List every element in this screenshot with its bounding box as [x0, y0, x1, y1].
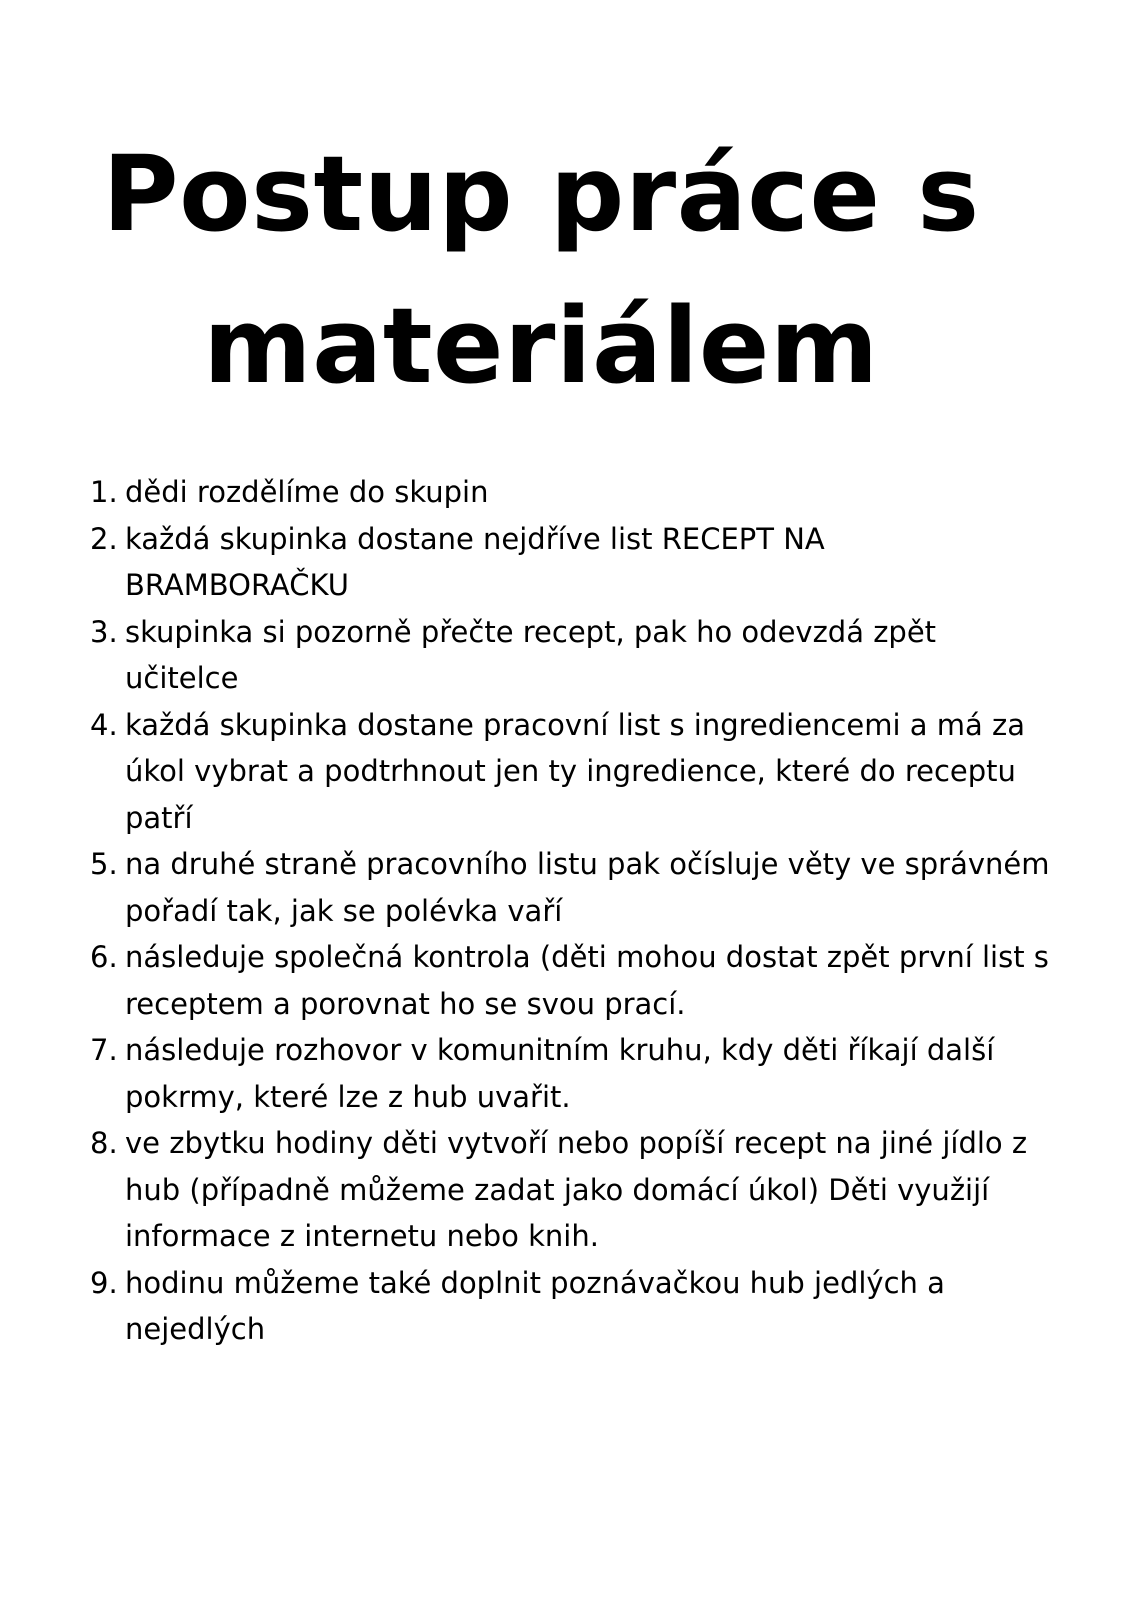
list-item	[90, 1260, 1050, 1353]
step-text: ve zbytku hodiny děti vytvoří nebo popíší recept na jiné jídlo z hub (případně můžeme zadat jako domácí úkol) Děti využijí informace z internetu nebo knih.	[125, 1126, 1028, 1253]
step-number: 2.	[90, 521, 118, 556]
step-number: 7.	[90, 1033, 118, 1067]
step-text: následuje společná kontrola (děti mohou dostat zpět první list s receptem a porovnat ho se svou prací.	[125, 940, 1049, 1021]
page-title	[0, 118, 1082, 422]
steps-list	[90, 469, 1050, 1353]
list-item	[90, 934, 1050, 1027]
step-number: 1.	[90, 475, 118, 509]
page-title-line-1: Postup práce s	[102, 133, 980, 255]
step-number: 5.	[90, 847, 118, 881]
step-text: hodinu můžeme také doplnit poznávačkou hub jedlých a nejedlých	[125, 1265, 945, 1346]
list-item	[90, 516, 1050, 609]
list-item	[90, 841, 1050, 934]
step-number: 3.	[90, 614, 118, 649]
list-item	[90, 702, 1050, 842]
step-text: každá skupinka dostane nejdříve list RECEPT NA BRAMBORAČKU	[125, 521, 825, 602]
step-text: každá skupinka dostane pracovní list s ingrediencemi a má za úkol vybrat a podtrhnout jen ty ingredience, které do receptu patří	[125, 707, 1025, 835]
list-item	[90, 1027, 1050, 1120]
step-number: 9.	[90, 1265, 118, 1300]
step-text: dědi rozdělíme do skupin	[125, 475, 489, 509]
list-item	[90, 469, 1050, 516]
page-title-line-2: materiálem	[203, 285, 879, 407]
step-text: na druhé straně pracovního listu pak očísluje věty ve správném pořadí tak, jak se polévka vaří	[125, 847, 1050, 928]
list-item	[90, 1120, 1050, 1260]
step-text: skupinka si pozorně přečte recept, pak ho odevzdá zpět učitelce	[125, 614, 937, 695]
step-number: 4.	[90, 707, 118, 742]
list-item	[90, 609, 1050, 702]
step-number: 6.	[90, 940, 118, 974]
step-text: následuje rozhovor v komunitním kruhu, kdy děti říkají další pokrmy, které lze z hub uvařit.	[125, 1033, 995, 1114]
step-number: 8.	[90, 1126, 118, 1160]
